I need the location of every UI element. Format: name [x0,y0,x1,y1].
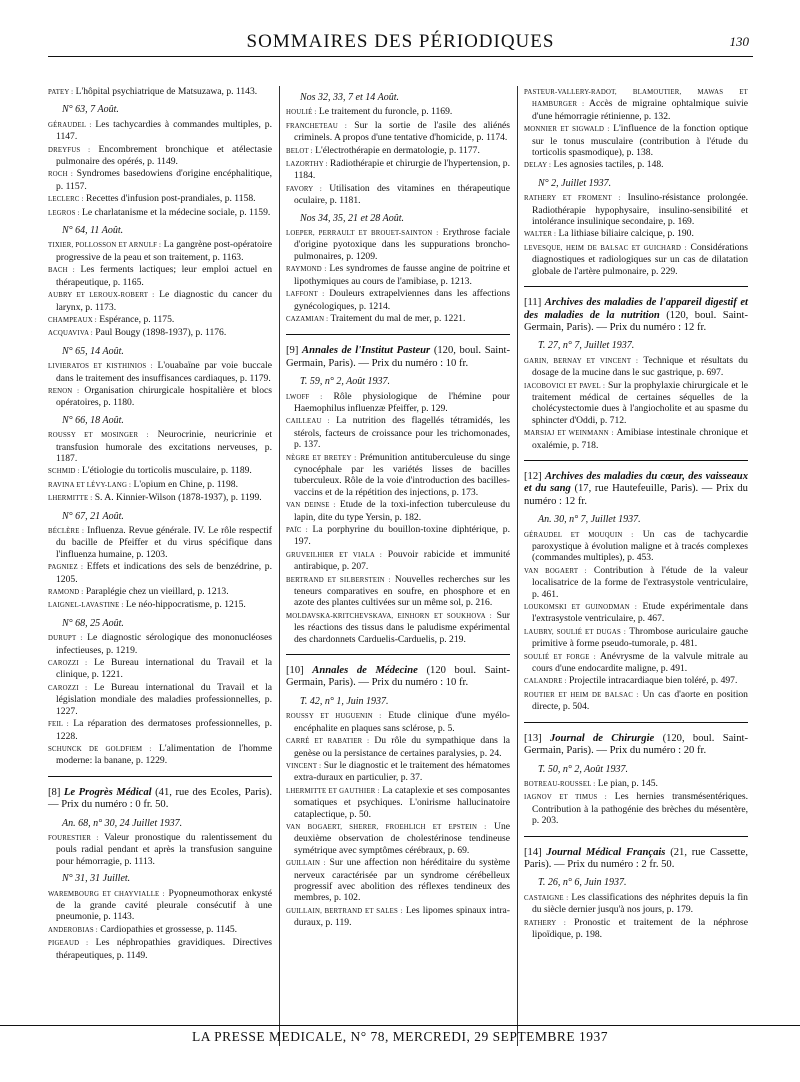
journal-index: [9] [286,345,299,357]
article-authors: ROCH : [48,171,73,179]
issue-heading: Nos 32, 33, 7 et 14 Août. [300,92,399,103]
article-title: La nutrition des flagellés tétramidés, les stérols, facteurs de croissance pour les trichomonades, p. 137. [294,415,510,451]
article-authors: RATHERY : [524,919,566,927]
article-title: Recettes d'infusion post-prandiales, p. 1158. [86,193,256,205]
page-number: 130 [729,34,749,49]
article-entry [286,821,510,856]
article-authors: LECLERC : [48,196,84,204]
article-authors: CASTAIGNE : [524,894,569,902]
article-authors: CARRÉ ET RABATIER : [286,738,370,746]
article-authors: PASTEUR-VALLERY-RADOT, BLAMOUTIER, MAWAS ET HAMBURGER : [524,89,748,109]
article-title: La cataplexie et ses composantes somatiques et psychiques. L'onirisme hallucinatoire cataplectique, p. 50. [294,784,510,820]
issue-heading: T. 59, n° 2, Août 1937. [300,376,391,388]
article-entry [48,360,272,384]
section-rule [48,776,272,777]
article-entry [48,937,272,961]
article-entry [48,207,272,219]
article-title: Projectile intracardiaque bien toléré, p. 497. [569,675,738,687]
column-divider [517,86,518,1046]
article-authors: GUILLAIN : [286,860,326,868]
article-authors: LAFFONT : [286,291,325,299]
article-entry [48,657,272,681]
article-authors: LHERMITTE ET GAUTHIER : [286,787,380,795]
article-entry [524,427,748,451]
article-entry [48,289,272,313]
page-footer: LA PRESSE MEDICALE, N° 78, MERCREDI, 29 SEPTEMBRE 1937 [0,1025,800,1045]
journal-details: (120, boul. Saint-Germain, Paris). — Prix du numéro : 12 fr. [524,309,748,333]
article-entry [286,785,510,820]
article-title: Le Bureau international du Travail et la législation mondiale des maladies professionnelles, p. 1227. [56,681,273,717]
article-title: Considérations diagnostiques et radiologiques sur un cas de dilatation globale de l'artère pulmonaire, p. 229. [532,241,749,277]
article-entry [286,710,510,734]
journal-heading [48,787,272,812]
article-entry [48,479,272,491]
article-entry [524,651,748,675]
article-entry [286,313,510,325]
article-authors: CAILLEAU : [286,418,330,426]
article-entry [48,465,272,477]
article-authors: TIXIER, POLLOSSON ET ARNULF : [48,242,162,250]
article-entry [524,159,748,171]
article-title: Rôle physiologique de l'hémine pour Haemophilus influenzæ Pfeiffer, p. 129. [294,390,510,414]
article-entry [286,905,510,929]
section-rule [286,334,510,335]
issue-heading: N° 2, Juillet 1937. [538,177,612,189]
article-entry [286,857,510,904]
article-title: Un cas d'aorte en position directe, p. 504. [532,688,748,713]
article-entry [286,499,510,523]
article-entry [48,561,272,585]
article-title: Contribution à l'étude de la valeur localisatrice de la forme de l'extrasystole ventriculaire, p. 461. [532,564,748,600]
article-authors: LAUBRY, SOULIÉ ET DUGAS : [524,628,626,636]
article-title: Du rôle du sympathique dans la genèse ou la persistance de certaines paralysies, p. 24. [294,735,511,759]
article-authors: ANDEROBIAS : [48,926,98,934]
article-entry [48,314,272,326]
section-rule [524,836,748,837]
article-title: Les syndromes de fausse angine de poitrine et lipothymiques au cours de l'amibiase, p. 1213. [294,263,510,287]
article-title: Radiothérapie et chirurgie de l'hypertension, p. 1184. [294,158,510,182]
article-entry [48,86,272,98]
section-rule [524,460,748,461]
article-entry [286,610,510,645]
article-title: Nouvelles recherches sur les teneurs comparatives en soufre, en phosphore et en azote des plantes cultivées sur un même sol, p. 216. [294,573,510,609]
article-entry [286,263,510,287]
article-title: Le diagnostic sérologique des mononucléoses infectieuses, p. 1219. [56,632,272,656]
article-authors: LOEPER, PERRAULT ET BROUET-SAINTON : [286,230,439,238]
article-authors: FEIL : [48,721,69,729]
article-title: Utilisation des vitamines en thérapeutique oculaire, p. 1181. [294,182,510,207]
article-entry [286,524,510,548]
article-title: Traitement du mal de mer, p. 1221. [330,312,466,324]
article-authors: LOUKOMSKI ET GUINODMAN : [524,604,637,612]
issue-heading: Nos 34, 35, 21 et 28 Août. [300,212,404,224]
article-entry [524,892,748,916]
issue-heading: An. 68, n° 30, 24 Juillet 1937. [62,817,183,829]
article-title: Sur les réactions des tissus dans le paludisme expérimental des chardonnets Carduelis-Carduelis, p. 219. [294,609,510,645]
issue-heading: N° 68, 25 Août. [62,617,124,629]
issue-heading: N° 67, 21 Août. [62,510,124,522]
article-entry [286,158,510,182]
journal-heading [524,847,748,872]
journal-name: Archives des maladies du cœur, des vaisseaux et du sang [524,470,748,495]
article-entry [48,193,272,205]
article-entry [48,429,272,464]
issue-heading: N° 31, 31 Juillet. [62,873,131,885]
article-entry [286,735,510,759]
article-title: Paul Bougy (1898-1937), p. 1176. [95,327,227,339]
article-title: Etude expérimentale dans l'extrasystole ventriculaire, p. 467. [532,601,748,625]
article-authors: LWOFF : [286,393,323,401]
article-title: Le diagnostic du cancer du larynx, p. 1173. [56,289,272,313]
article-entry [48,168,272,192]
article-title: Les néphropathies gravidiques. Directives thérapeutiques, p. 1149. [56,937,272,961]
article-authors: GRUVEILHIER ET VIALA : [286,551,382,559]
article-entry [48,119,272,143]
page-header [48,28,753,57]
article-authors: BERTRAND ET SILBERSTEIN : [286,576,391,584]
article-title: L'électrothérapie en dermatologie, p. 1177. [315,144,480,156]
article-entry [524,601,748,625]
article-title: Sur une affection non héréditaire du système nerveux caractérisée par un syndrome cérébelleux progressif avec abolition des réflexes tendineux des membres, p. 102. [294,857,510,904]
article-authors: BACH : [48,267,75,275]
article-entry [524,242,748,277]
issue-heading: N° 64, 11 Août. [62,225,124,237]
article-authors: GUILLAIN, BERTRAND ET SALES : [286,907,403,915]
article-authors: CAROZZI : [48,660,88,668]
article-authors: PAÏC : [286,527,308,534]
issue-heading: N° 63, 7 Août. [62,104,119,116]
journal-details: (17, rue Hautefeuille, Paris). — Prix du numéro : 12 fr. [524,483,748,507]
journal-heading [524,471,748,508]
article-authors: ROUTIER ET HEIM DE BALSAC : [524,691,639,699]
article-title: L'ouabaïne par voie buccale dans le traitement des insuffisances cardiaques, p. 1179. [56,360,272,384]
article-authors: BÉCLÈRE : [48,528,85,535]
article-title: Technique et résultats du dosage de la mucine dans le suc gastrique, p. 697. [532,354,748,379]
article-authors: FRANCHETEAU : [286,122,347,130]
article-entry [286,120,510,144]
article-entry [286,288,510,312]
article-authors: BELOT : [286,147,313,155]
article-entry [524,626,748,650]
article-entry [48,239,272,263]
article-authors: FOURESTIER : [48,834,99,842]
section-rule [286,654,510,655]
article-entry [48,718,272,742]
section-rule [524,286,748,287]
issue-heading: T. 50, n° 2, Août 1937. [538,763,629,775]
article-authors: ROUSSY ET HUGUENIN : [286,713,382,721]
column-2 [286,86,510,930]
article-authors: LHERMITTE : [48,495,93,503]
section-rule [524,722,748,723]
article-entry [48,888,272,923]
issue-heading: T. 27, n° 7, Juillet 1937. [538,340,635,352]
journal-name: Journal Médical Français [546,846,666,858]
article-authors: VAN BOGAERT : [524,567,587,575]
journal-index: [8] [48,786,61,798]
article-title: Thrombose auriculaire gauche primitive à forme pseudo-tumorale, p. 481. [532,625,748,650]
article-authors: CALANDRE : [524,678,567,686]
article-title: L'opium en Chine, p. 1198. [133,478,238,490]
article-title: Neurocrinie, neuricrinie et transfusion humorale des excitations nerveuses, p. 1187. [56,429,273,464]
article-entry [524,791,748,826]
article-title: Encombrement bronchique et atélectasie pulmonaire des opérés, p. 1149. [56,143,272,168]
article-title: Le Bureau international du Travail et la clinique, p. 1221. [56,657,273,681]
journal-details: (41, rue des Ecoles, Paris). — Prix du numéro : 0 fr. 50. [48,786,272,811]
article-authors: MARSIAJ ET WEINMANN : [524,430,614,438]
article-title: Les hernies transmésentériques. Contribution à la pathogénie des brèches du mésentère, p. 203. [532,791,748,827]
article-entry [48,586,272,598]
article-entry [286,760,510,784]
journal-name: Archives des maladies de l'appareil digestif et des maladies de la nutrition [524,297,749,321]
article-authors: MONNIER ET SIGWALD : [524,126,610,134]
article-authors: PIGEAUD : [48,940,89,948]
article-title: La réparation des dermatoses professionnelles, p. 1228. [56,718,272,742]
article-authors: GÉRAUDEL ET MOUQUIN : [524,531,634,539]
journal-index: [11] [524,297,542,309]
article-title: L'influence de la fonction optique sur le tonus musculaire (contribution à l'étude du torticolis spasmodique), p. 138. [532,123,748,159]
issue-heading: T. 42, n° 1, Juin 1937. [300,695,389,707]
columns [48,86,753,1046]
article-entry [524,529,748,564]
article-entry [286,452,510,499]
article-title: Le néo-hippocratisme, p. 1215. [125,599,246,611]
article-authors: NÈGRE ET BRETEY : [286,454,357,462]
journal-index: [10] [286,665,304,677]
article-title: Le pian, p. 145. [597,777,658,789]
journal-name: Annales de l'Institut Pasteur [302,345,431,357]
article-entry [524,192,748,227]
article-title: Une deuxième observation de cholestérinose tendineuse symétrique avec symptômes cérébraux, p. 69. [294,820,511,856]
journal-name: Annales de Médecine [312,665,418,677]
article-authors: RAMOND : [48,589,84,597]
article-authors: RATHERY ET FROMENT : [524,195,621,203]
article-entry [524,675,748,687]
article-entry [48,144,272,168]
issue-heading: An. 30, n° 7, Juillet 1937. [538,514,641,526]
journal-details: (21, rue Cassette, Paris). — Prix du numéro : 2 fr. 50. [524,846,748,870]
article-authors: BOTREAU-ROUSSEL : [524,780,596,788]
article-authors: RAVINA ET LÉVY-LANG : [48,481,132,489]
article-title: Les lipomes spinaux intra-duraux, p. 119. [294,904,511,929]
article-title: Etude de la toxi-infection tuberculeuse du lapin, dite du type Yersin, p. 182. [294,499,510,523]
article-entry [286,574,510,609]
article-entry [48,385,272,409]
article-authors: MOLDAVSKA-KRITCHEVSKAVA, EINHORN ET SOUKHOVA : [286,612,492,620]
article-title: Paraplégie chez un vieillard, p. 1213. [85,586,229,598]
article-title: S. A. Kinnier-Wilson (1878-1937), p. 1199. [94,492,262,504]
article-authors: VINCENT : [286,762,322,770]
article-title: L'hôpital psychiatrique de Matsuzawa, p. 1143. [75,86,258,97]
article-entry [48,327,272,339]
article-entry [48,682,272,717]
article-title: Le charlatanisme et la médecine sociale, p. 1159. [82,206,271,218]
article-authors: LEGROS : [48,209,80,217]
article-title: Influenza. Revue générale. IV. Le rôle respectif du bacille de Pfeiffer et du virus spécifique dans l'influenza humaine, p. 1203. [56,525,272,560]
article-authors: DREYFUS : [48,146,91,154]
article-authors: VAN DEINSE : [286,502,336,510]
article-authors: GARIN, BERNAY ET VINCENT : [524,357,639,365]
article-authors: FAVORY : [286,185,322,193]
article-entry [286,391,510,415]
article-entry [48,525,272,560]
article-authors: DURUPT : [48,635,83,643]
article-title: Valeur pronostique du ralentissement du pouls radial pendant et après la transfusion sanguine pour hémorragie, p. 1113. [56,831,272,867]
article-authors: DELAY : [524,162,552,170]
article-title: La lithiase biliaire calcique, p. 190. [558,228,694,240]
article-authors: PATEY : [48,89,74,96]
journal-name: Journal de Chirurgie [549,732,655,744]
article-authors: LAZORTHY : [286,161,328,169]
article-title: Erythrose faciale d'origine pyotoxique dans les suppurations broncho-pulmonaires, p. 1209. [294,227,510,262]
article-authors: ROUSSY ET MOSINGER : [48,432,149,440]
article-title: Les tachycardies à commandes multiples, p. 1147. [56,118,272,143]
article-authors: LEVESQUE, HEIM DE BALSAC ET GUICHARD : [524,244,687,252]
article-entry [524,123,748,158]
article-title: Pronostic et traitement de la néphrose lipoïdique, p. 198. [532,916,748,940]
article-title: Etude clinique d'une myélo-encéphalite en plaques sans sclérose, p. 5. [294,710,510,734]
article-title: La porphyrine du bouillon-toxine diphtérique, p. 197. [294,524,510,548]
journal-page [48,28,753,961]
article-authors: WAREMBOURG ET CHAYVIALLE : [48,890,165,898]
article-title: Pyopneumothorax enkysté de la grande cavité pleurale consécutif à une pneumonie, p. 1143. [56,887,272,923]
article-title: L'étiologie du torticolis musculaire, p. 1189. [82,465,252,477]
journal-heading [524,733,748,758]
journal-name: Le Progrès Médical [63,786,152,798]
article-authors: CAZAMIAN : [286,315,329,323]
article-entry [524,228,748,240]
article-title: Les agnosies tactiles, p. 148. [553,159,664,171]
article-entry [524,355,748,379]
article-entry [286,549,510,573]
article-entry [286,145,510,157]
article-entry [524,565,748,600]
article-title: Espérance, p. 1175. [99,313,175,325]
article-title: Accès de migraine ophtalmique suivie d'une hémorragie rétinienne, p. 132. [532,98,749,122]
article-title: Sur la sortie de l'asile des aliénés criminels. A propos d'une tentative d'homicide, p. 1174. [294,119,510,144]
article-title: Cardiopathies et grossesse, p. 1145. [100,923,238,935]
article-title: Insulino-résistance prolongée. Radiothérapie hypophysaire, insulino-sensibilité et intolérance insulinique secondaire, p. 169. [532,192,748,228]
article-entry [48,264,272,288]
article-entry [524,86,748,122]
article-authors: CHAMPEAUX : [48,316,97,324]
article-entry [286,415,510,450]
article-authors: IACOBOVICI ET PAVEL : [524,382,606,390]
page-title: SOMMAIRES DES PÉRIODIQUES [246,31,555,52]
article-title: Amibiase intestinale chronique et oxalémie, p. 718. [532,427,748,451]
article-title: Le traitement du furoncle, p. 1169. [318,106,453,118]
article-title: Pouvoir rabicide et immunité antirabique, p. 207. [294,548,510,573]
journal-details: (120 boul. Saint-Germain, Paris). — Prix du numéro : 10 fr. [286,665,510,689]
article-title: Prémunition antituberculeuse du singe cynocéphale par les variétés lisses de bacilles tuberculeux. Rôle de la voie d'introduction des bacilles-vaccins et de la répétition des injections, p. 173. [294,451,511,498]
article-authors: VAN BOGAERT, SHERER, FROEHLICH ET EPSTEIN : [286,823,487,831]
article-title: Anévrysme de la valvule mitrale au cours d'une endocardite maligne, p. 491. [532,650,748,675]
journal-details: (120, boul. Saint-Germain, Paris). — Prix du numéro : 20 fr. [524,732,748,757]
article-authors: PAGNIEZ : [48,564,84,572]
article-title: Syndromes basedowiens d'origine encéphalitique, p. 1157. [56,168,272,192]
article-entry [286,183,510,207]
article-entry [524,778,748,790]
article-title: Effets et indications des sels de benzédrine, p. 1205. [56,561,272,585]
article-entry [524,380,748,427]
journal-index: [13] [524,732,542,744]
article-authors: RAYMOND : [286,266,327,274]
article-authors: LIVIERATOS ET KISTHINIOS : [48,363,153,371]
article-authors: SCHMID : [48,468,80,476]
issue-heading: N° 65, 14 Août. [62,345,124,357]
issue-heading: T. 26, n° 6, Juin 1937. [538,877,627,889]
article-entry [286,106,510,118]
journal-index: [12] [524,470,542,482]
article-authors: CAROZZI : [48,684,88,692]
column-3 [524,86,748,941]
article-authors: IAGNOV ET TIMUS : [524,794,607,802]
article-title: Sur le diagnostic et le traitement des hématomes extra-duraux en particulier, p. 37. [294,759,510,784]
article-title: Douleurs extrapelviennes dans les affections gynécologiques, p. 1214. [294,288,511,312]
article-title: Les ferments lactiques; leur emploi actuel en thérapeutique, p. 1165. [56,264,273,288]
article-entry [48,599,272,611]
journal-heading [524,297,748,334]
article-entry [524,689,748,713]
article-entry [524,917,748,941]
article-title: L'alimentation de l'homme moderne: la banane, p. 1229. [56,742,272,767]
article-entry [48,632,272,656]
article-title: Les classifications des néphrites depuis la fin du siècle dernier jusqu'à nos jours, p. 179. [532,891,748,916]
article-authors: ACQUAVIVA : [48,330,93,338]
journal-details: (120, boul. Saint-Germain, Paris). — Prix du numéro : 10 fr. [286,345,510,369]
article-entry [48,492,272,504]
article-title: Un cas de tachycardie paroxystique à évolution maligne et à tracés complexes (commandes multiples), p. 453. [532,528,748,564]
article-authors: AUBRY ET LEROUX-ROBERT : [48,292,155,300]
article-title: Sur la prophylaxie chirurgicale et le traitement médical de certaines séquelles de la cholécystectomie dues à l'angiocholite et au spasme du sphincter d'Oddi, p. 712. [532,379,748,426]
article-authors: HOULIÉ : [286,109,317,117]
column-1 [48,86,272,962]
issue-heading: N° 66, 18 Août. [62,414,124,426]
article-authors: RENON : [48,387,80,395]
journal-index: [14] [524,846,542,858]
journal-heading [286,345,510,370]
article-authors: LAIGNEL-LAVASTINE : [48,602,124,610]
article-authors: WALTER : [524,231,557,239]
article-title: La gangrène post-opératoire progressive de la peau et son traitement, p. 1163. [56,239,272,263]
article-entry [48,743,272,767]
article-entry [286,227,510,262]
article-authors: SOULIÉ ET FORGE : [524,653,596,661]
column-divider [279,86,280,1046]
article-entry [48,832,272,867]
article-authors: GÉRAUDEL : [48,121,92,129]
article-authors: SCHUNCK DE GOLDFIEM : [48,745,152,753]
article-title: Organisation chirurgicale hospitalière et blocs opératoires, p. 1180. [56,384,272,409]
article-entry [48,924,272,936]
journal-heading [286,665,510,690]
